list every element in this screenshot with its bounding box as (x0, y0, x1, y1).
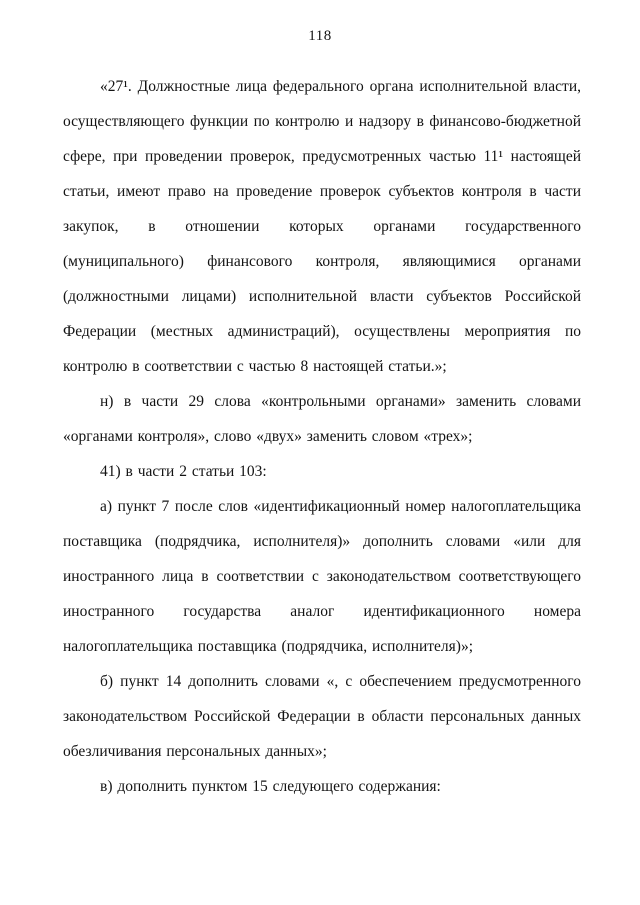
paragraph-item-n: н) в части 29 слова «контрольными органами» заменить словами «органами контроля», слово «двух» заменить словом «трех»; (63, 393, 581, 445)
paragraph-27-1: «27¹. Должностные лица федерального органа исполнительной власти, осуществляющего функции по контролю и надзору в финансово-бюджетной сфере, при проведении проверок, предусмотренных частью 11¹ настоящей статьи, имеют право на проведение проверок субъектов контроля в части закупок, в отношении которых органами государственного (муниципального) финансового контроля, являющимися органами (должностными лицами) исполнительной власти субъектов Российской Федерации (местных администраций), осуществлены мероприятия по контролю в соответствии с частью 8 настоящей статьи.»; (63, 78, 581, 375)
paragraph-item-b: б) пункт 14 дополнить словами «, с обеспечением предусмотренного законодательством Российской Федерации в области персональных данных обезличивания персональных данных»; (63, 673, 581, 760)
paragraph-item-a: а) пункт 7 после слов «идентификационный номер налогоплательщика поставщика (подрядчика, исполнителя)» дополнить словами «или для иностранного лица в соответствии с законодательством соответствующего иностранного государства аналог идентификационного номера налогоплательщика поставщика (подрядчика, исполнителя)»; (63, 498, 581, 655)
document-body (63, 69, 581, 804)
paragraph-item-v: в) дополнить пунктом 15 следующего содержания: (100, 778, 441, 795)
page-number: 118 (308, 28, 332, 44)
paragraph-item-41: 41) в части 2 статьи 103: (100, 463, 267, 480)
